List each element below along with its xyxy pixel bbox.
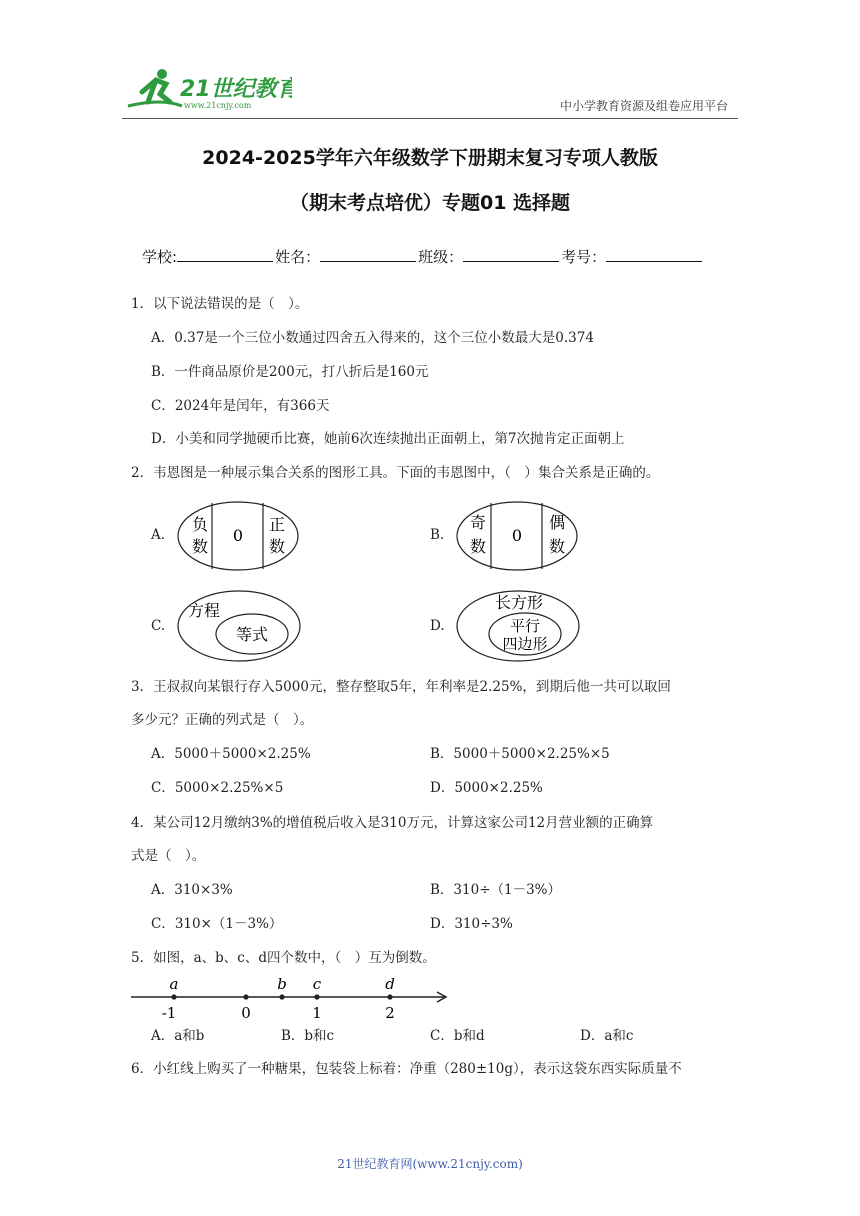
venn-diagram-d <box>455 588 583 666</box>
class-label: 班级： <box>418 248 464 266</box>
school-label: 学校: <box>142 248 178 266</box>
q1-option-c: C．2024年是闰年，有366天 <box>151 398 330 414</box>
q2-option-c: C. <box>151 618 166 634</box>
q4-stem-line-2: 式是（ ）。 <box>131 848 206 864</box>
student-info <box>142 246 704 267</box>
q2-option-b: B. <box>430 527 445 543</box>
venn-a-left-top: 负 <box>191 515 209 534</box>
q5-option-b: B．b和c <box>281 1028 335 1044</box>
venn-b-left-bottom: 数 <box>469 537 487 556</box>
venn-b-mid: 0 <box>511 526 523 545</box>
venn-b-right-bottom: 数 <box>548 537 566 556</box>
exam-no-field[interactable] <box>606 247 702 262</box>
q3-option-a: A．5000＋5000×2.25% <box>151 746 311 762</box>
header-divider <box>122 118 738 119</box>
logo-title: 21世纪教育 <box>180 77 292 102</box>
venn-a-right-bottom: 数 <box>268 537 286 556</box>
exam-no-label: 考号： <box>561 248 607 266</box>
q4-option-a: A．310×3% <box>151 882 233 898</box>
class-field[interactable] <box>463 247 559 262</box>
q5-option-d: D．a和c <box>580 1028 634 1044</box>
venn-d-inner-top: 平行 <box>509 617 541 635</box>
q2-option-d: D. <box>430 618 445 634</box>
runner-logo-icon <box>122 62 292 118</box>
name-field[interactable] <box>320 247 416 262</box>
point-a-label: a <box>169 975 179 993</box>
venn-a-mid: 0 <box>232 526 244 545</box>
venn-a-right-top: 正 <box>268 515 286 534</box>
venn-d-inner-bottom: 四边形 <box>502 635 548 653</box>
q4-option-c: C．310×（1－3%） <box>151 916 283 932</box>
venn-c-inner: 等式 <box>235 625 269 644</box>
tick-2: 2 <box>385 1004 395 1022</box>
q3-option-b: B．5000＋5000×2.25%×5 <box>430 746 610 762</box>
q4-option-d: D．310÷3% <box>430 916 513 932</box>
number-line <box>128 974 454 1022</box>
point-d-label: d <box>385 975 395 993</box>
q5-option-a: A．a和b <box>151 1028 205 1044</box>
venn-c-outer: 方程 <box>188 601 221 620</box>
tick-1: 1 <box>312 1004 322 1022</box>
logo-url: www.21cnjy.com <box>184 101 252 110</box>
point-c-label: c <box>312 975 322 993</box>
title-line-2: （期末考点培优）专题01 选择题 <box>289 192 571 214</box>
venn-d-outer: 长方形 <box>494 593 544 612</box>
q5-stem: 5．如图，a、b、c、d四个数中，（ ）互为倒数。 <box>131 950 436 966</box>
q2-option-a: A. <box>151 527 166 543</box>
venn-diagram-c <box>176 588 304 666</box>
q1-option-a: A．0.37是一个三位小数通过四舍五入得来的，这个三位小数最大是0.374 <box>151 330 594 346</box>
venn-diagram-a <box>176 500 302 576</box>
venn-diagram-b <box>455 500 581 576</box>
q3-option-d: D．5000×2.25% <box>430 780 543 796</box>
q1-option-b: B．一件商品原价是200元，打八折后是160元 <box>151 364 429 380</box>
q1-option-d: D．小美和同学抛硬币比赛，她前6次连续抛出正面朝上，第7次抛肯定正面朝上 <box>151 431 625 447</box>
venn-b-left-top: 奇 <box>469 513 487 532</box>
logo <box>122 62 292 118</box>
venn-a-left-bottom: 数 <box>191 537 209 556</box>
point-b-label: b <box>277 975 287 993</box>
name-label: 姓名： <box>275 248 321 266</box>
platform-label: 中小学教育资源及组卷应用平台 <box>559 99 728 113</box>
footer: 21世纪教育网(www.21cnjy.com) <box>337 1157 523 1171</box>
q5-option-c: C．b和d <box>430 1028 485 1044</box>
q3-option-c: C．5000×2.25%×5 <box>151 780 284 796</box>
q4-option-b: B．310÷（1－3%） <box>430 882 562 898</box>
tick-minus-1: -1 <box>161 1004 177 1022</box>
q3-stem-line-1: 3．王叔叔向某银行存入5000元，整存整取5年，年利率是2.25%，到期后他一共可以取回 <box>131 679 671 695</box>
q1-stem: 1．以下说法错误的是（ ）。 <box>131 296 309 312</box>
q2-stem: 2．韦恩图是一种展示集合关系的图形工具。下面的韦恩图中，（ ）集合关系是正确的。 <box>131 465 660 481</box>
q3-stem-line-2: 多少元？正确的列式是（ ）。 <box>131 712 314 728</box>
tick-0: 0 <box>241 1004 251 1022</box>
school-field[interactable] <box>177 247 273 262</box>
q4-stem-line-1: 4．某公司12月缴纳3%的增值税后收入是310万元，计算这家公司12月营业额的正确算 <box>131 815 654 831</box>
venn-b-right-top: 偶 <box>548 513 566 532</box>
title-line-1: 2024-2025学年六年级数学下册期末复习专项人教版 <box>202 147 658 169</box>
q6-stem: 6．小红线上购买了一种糖果，包装袋上标着：净重（280±10g），表示这袋东西实际质量不 <box>131 1061 682 1077</box>
